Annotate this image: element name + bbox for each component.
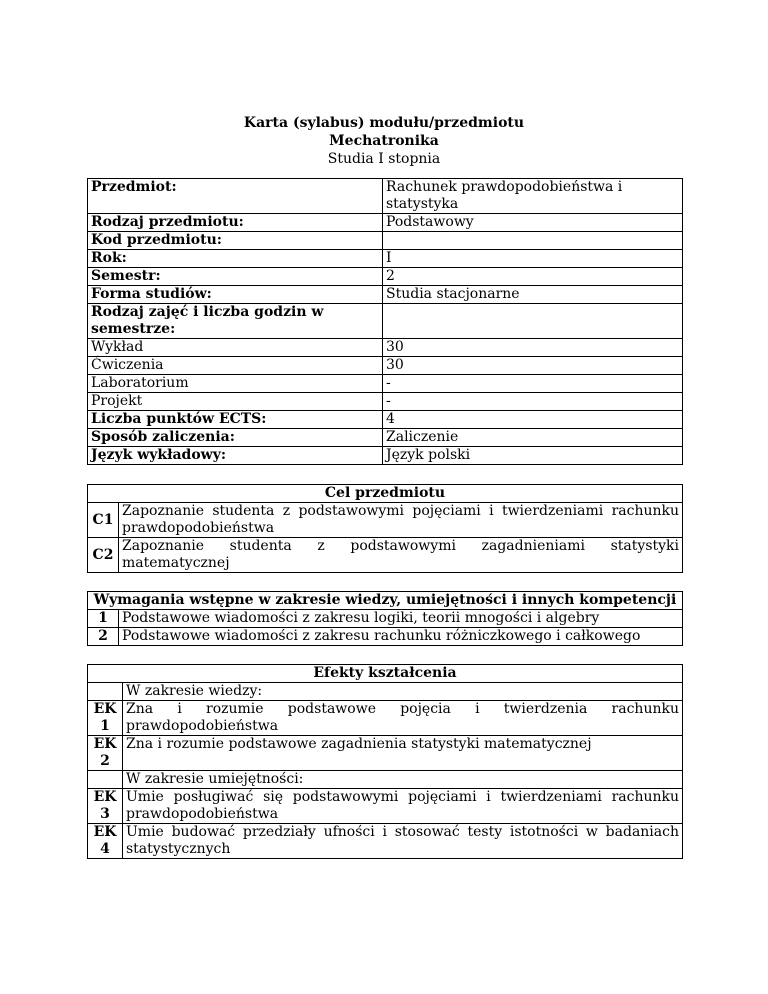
outcome-text: Umie budować przedziały ufności i stosować testy istotności w badaniach statystycznych — [123, 824, 683, 859]
outcome-text: Umie posługiwać się podstawowymi pojęciami i twierdzeniami rachunku prawdopodobieństwa — [123, 789, 683, 824]
field-of-study: Mechatronika — [329, 133, 439, 149]
info-value: Podstawowy — [383, 214, 683, 232]
info-row — [88, 447, 683, 465]
info-row — [88, 286, 683, 304]
outcome-code: EK 4 — [88, 824, 123, 859]
course-info-table — [87, 178, 683, 465]
info-row — [88, 179, 683, 214]
info-label: Ćwiczenia — [88, 357, 383, 375]
info-value — [383, 304, 683, 339]
info-row — [88, 393, 683, 411]
goal-code: C1 — [88, 503, 119, 538]
info-label: Laboratorium — [88, 375, 383, 393]
info-row — [88, 339, 683, 357]
info-value: 4 — [383, 411, 683, 429]
info-label: Liczba punktów ECTS: — [88, 411, 383, 429]
info-row — [88, 250, 683, 268]
skills-subheading: W zakresie umiejętności: — [123, 771, 683, 789]
info-value: Zaliczenie — [383, 429, 683, 447]
info-label: Rodzaj zajęć i liczba godzin w semestrze: — [88, 304, 383, 339]
info-label: Przedmiot: — [88, 179, 383, 214]
goal-text: Zapoznanie studenta z podstawowymi pojęciami i twierdzeniami rachunku prawdopodobieństwa — [119, 503, 683, 538]
learning-outcomes-table — [87, 664, 683, 859]
prerequisite-row — [88, 628, 683, 646]
info-value: Rachunek prawdopodobieństwa i statystyka — [383, 179, 683, 214]
outcome-code: EK 2 — [88, 736, 123, 771]
course-goals-table — [87, 484, 683, 573]
info-row — [88, 375, 683, 393]
info-row — [88, 357, 683, 375]
info-label: Semestr: — [88, 268, 383, 286]
info-row — [88, 214, 683, 232]
prerequisites-heading: Wymagania wstępne w zakresie wiedzy, umiejętności i innych kompetencji — [88, 592, 683, 610]
knowledge-subheading: W zakresie wiedzy: — [123, 683, 683, 701]
info-label: Wykład — [88, 339, 383, 357]
info-label: Projekt — [88, 393, 383, 411]
info-value: I — [383, 250, 683, 268]
prerequisites-table — [87, 591, 683, 646]
goals-heading: Cel przedmiotu — [88, 485, 683, 503]
info-row — [88, 232, 683, 250]
outcome-code: EK 1 — [88, 701, 123, 736]
outcome-text: Zna i rozumie podstawowe pojęcia i twierdzenia rachunku prawdopodobieństwa — [123, 701, 683, 736]
info-value: - — [383, 393, 683, 411]
goal-text: Zapoznanie studenta z podstawowymi zagadnieniami statystyki matematycznej — [119, 538, 683, 573]
outcome-code: EK 3 — [88, 789, 123, 824]
goal-code: C2 — [88, 538, 119, 573]
goal-row — [88, 503, 683, 538]
prerequisite-code: 2 — [88, 628, 119, 646]
prerequisite-text: Podstawowe wiadomości z zakresu rachunku różniczkowego i całkowego — [119, 628, 683, 646]
goal-row — [88, 538, 683, 573]
outcome-row — [88, 789, 683, 824]
document-header — [0, 114, 768, 168]
info-row — [88, 429, 683, 447]
info-label: Kod przedmiotu: — [88, 232, 383, 250]
info-row — [88, 304, 683, 339]
outcome-row — [88, 736, 683, 771]
info-label: Rok: — [88, 250, 383, 268]
info-value: 30 — [383, 339, 683, 357]
info-row — [88, 411, 683, 429]
info-value — [383, 232, 683, 250]
info-value: 2 — [383, 268, 683, 286]
info-label: Rodzaj przedmiotu: — [88, 214, 383, 232]
info-value: Studia stacjonarne — [383, 286, 683, 304]
prerequisite-row — [88, 610, 683, 628]
info-value: 30 — [383, 357, 683, 375]
outcome-row — [88, 824, 683, 859]
info-label: Sposób zaliczenia: — [88, 429, 383, 447]
info-value: - — [383, 375, 683, 393]
outcomes-heading: Efekty kształcenia — [88, 665, 683, 683]
info-label: Forma studiów: — [88, 286, 383, 304]
info-value: Język polski — [383, 447, 683, 465]
prerequisite-code: 1 — [88, 610, 119, 628]
document-title: Karta (sylabus) modułu/przedmiotu — [243, 115, 525, 131]
info-row — [88, 268, 683, 286]
prerequisite-text: Podstawowe wiadomości z zakresu logiki, teorii mnogości i algebry — [119, 610, 683, 628]
outcome-row — [88, 701, 683, 736]
info-label: Język wykładowy: — [88, 447, 383, 465]
study-level: Studia I stopnia — [327, 151, 441, 167]
outcome-text: Zna i rozumie podstawowe zagadnienia statystyki matematycznej — [123, 736, 683, 771]
